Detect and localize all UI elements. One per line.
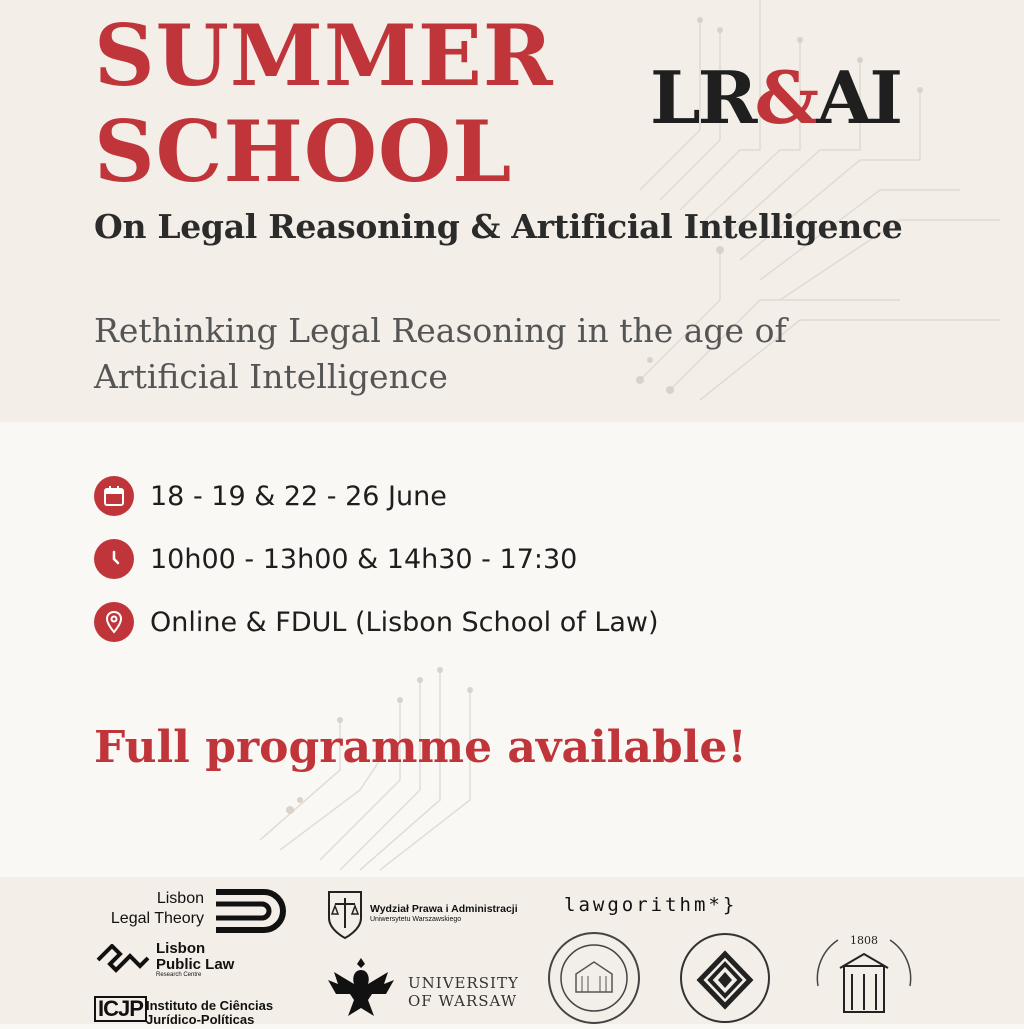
scales-of-justice-icon	[326, 888, 364, 940]
icjp-logo	[94, 996, 294, 1027]
seal-icon	[678, 930, 772, 1024]
date-text: 18 - 19 & 22 - 26 June	[150, 480, 447, 512]
belgrade-year: 1808	[850, 934, 878, 947]
lisbon-public-law-logo	[94, 940, 244, 980]
subtitle: On Legal Reasoning & Artificial Intelligence	[94, 207, 903, 246]
location-row	[94, 600, 659, 644]
brand-ampersand: &	[754, 55, 817, 140]
faculty-of-law-belgrade-seal	[808, 926, 920, 1024]
llt-line2: Legal Theory	[110, 910, 204, 927]
institute-legal-social-sciences-seal	[678, 930, 772, 1024]
date-row	[94, 474, 447, 518]
university-of-warsaw-logo	[324, 950, 519, 1024]
location-text: Online & FDUL (Lisbon School of Law)	[150, 606, 659, 638]
seal-icon	[546, 930, 642, 1024]
clock-icon	[94, 539, 134, 579]
lawgorithm-logo: lawgorithm*}	[564, 894, 738, 916]
lrai-logo	[650, 55, 901, 140]
lpl-line3: Research Centre	[156, 972, 202, 978]
llt-mark-icon	[216, 888, 288, 934]
llt-line1: Lisbon	[156, 890, 204, 907]
title-line-2: SCHOOL	[94, 102, 513, 201]
programme-announcement: Full programme available!	[94, 722, 747, 773]
time-text: 10h00 - 13h00 & 14h30 - 17:30	[150, 543, 578, 575]
eagle-emblem-icon	[324, 950, 398, 1024]
brand-left: LR	[650, 55, 755, 140]
icjp-mark: ICJP	[94, 996, 147, 1022]
time-row	[94, 537, 577, 581]
lisbon-legal-theory-logo	[94, 888, 294, 936]
lpl-line1: Lisbon	[156, 940, 206, 957]
warsaw-line1: UNIVERSITY	[408, 974, 519, 992]
warsaw-line2: OF WARSAW	[408, 992, 518, 1010]
brand-right: AI	[816, 55, 901, 140]
lpl-mark-icon	[96, 944, 150, 976]
lpl-line2: Public Law	[156, 956, 235, 973]
title-line-1: SUMMER	[94, 6, 554, 105]
icjp-line1: Instituto de Ciências	[146, 998, 274, 1013]
wpia-line2: Uniwersytetu Warszawskiego	[370, 916, 462, 923]
tagline: Rethinking Legal Reasoning in the age of Artificial Intelligence	[94, 311, 787, 396]
map-pin-icon	[94, 602, 134, 642]
sao-paulo-seal	[546, 930, 642, 1024]
wpia-line1: Wydział Prawa i Administracji	[370, 903, 518, 915]
wpia-logo	[326, 888, 541, 942]
calendar-icon	[94, 476, 134, 516]
icjp-line2: Jurídico-Políticas	[146, 1012, 255, 1027]
